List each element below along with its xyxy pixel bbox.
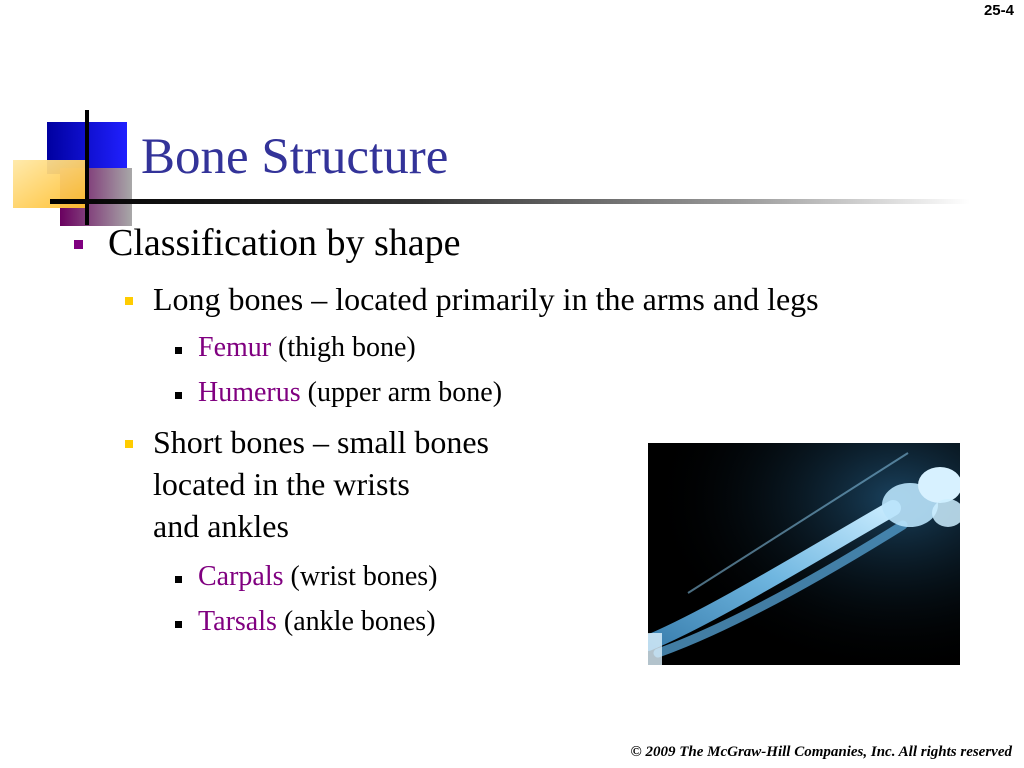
bullet-humerus (198, 377, 502, 409)
bullet-short-bones-line3: and ankles (153, 508, 289, 544)
femur-description: (thigh bone) (271, 332, 416, 363)
bullet-femur (198, 332, 416, 364)
title-underline (50, 199, 970, 204)
level3-bullet-marker (175, 347, 182, 354)
term-tarsals: Tarsals (198, 606, 277, 637)
bullet-short-bones-line1: Short bones – small bones (153, 424, 489, 460)
xray-bones-illustration (648, 443, 960, 665)
bullet-long-bones: Long bones – located primarily in the arms and legs (153, 281, 819, 317)
term-humerus: Humerus (198, 377, 301, 408)
slide-number: 25-4 (983, 2, 1014, 19)
bullet-short-bones-line2: located in the wrists (153, 466, 410, 502)
term-femur: Femur (198, 332, 272, 363)
bullet-classification: Classification by shape (108, 222, 461, 264)
level1-bullet-marker (74, 240, 83, 249)
decorative-corner-squares (0, 0, 140, 240)
carpals-description: (wrist bones) (283, 561, 438, 592)
bullet-tarsals (198, 606, 436, 638)
term-carpals: Carpals (198, 561, 284, 592)
level3-bullet-marker (175, 392, 182, 399)
level2-bullet-marker (125, 297, 133, 305)
level3-bullet-marker (175, 621, 182, 628)
level2-bullet-marker (125, 440, 133, 448)
humerus-description: (upper arm bone) (300, 377, 503, 408)
xray-arm-image (648, 443, 960, 665)
level3-bullet-marker (175, 576, 182, 583)
bullet-carpals (198, 561, 438, 593)
tarsals-description: (ankle bones) (276, 606, 436, 637)
copyright-footer: © 2009 The McGraw-Hill Companies, Inc. All rights reserved (630, 744, 1012, 760)
slide-title: Bone Structure (141, 129, 449, 185)
